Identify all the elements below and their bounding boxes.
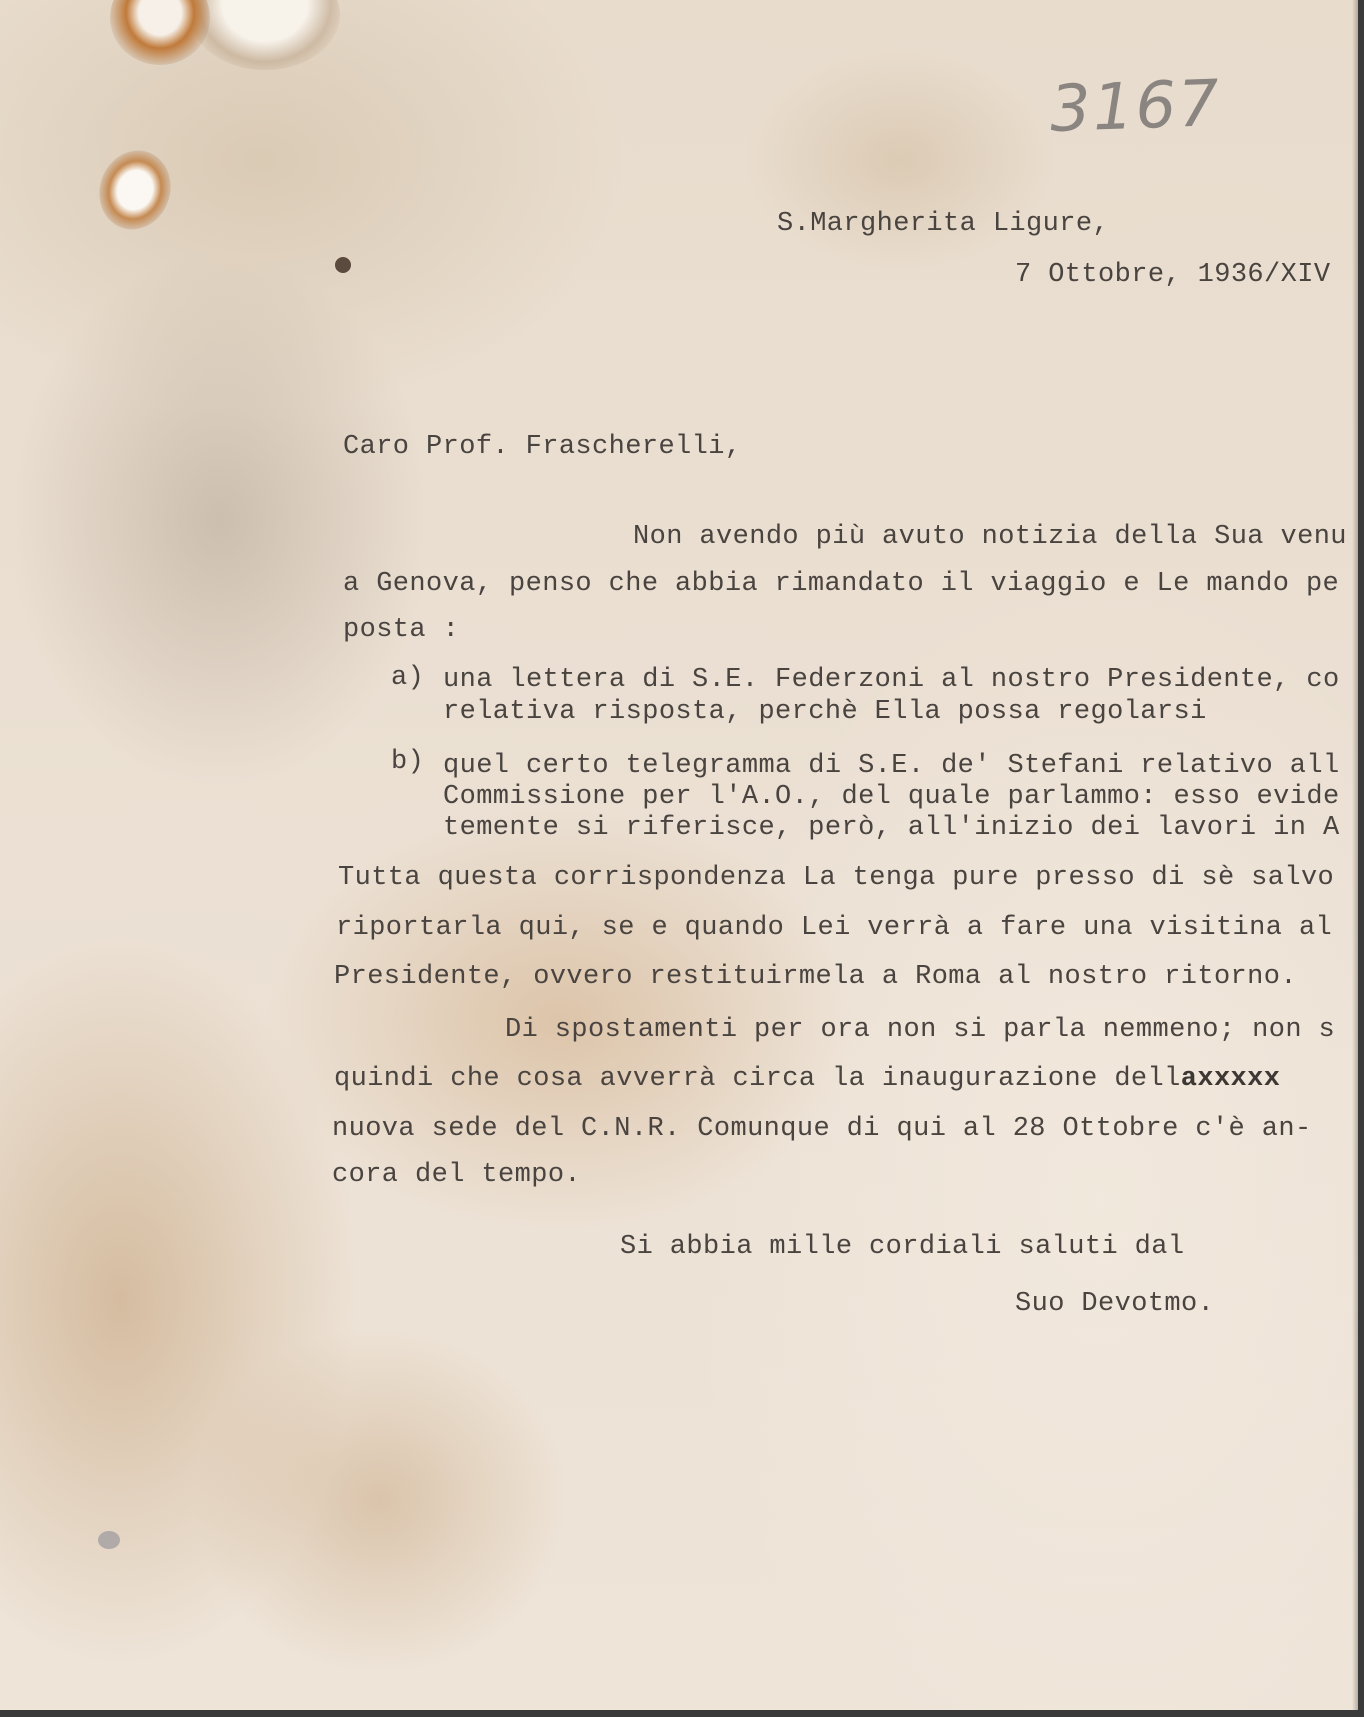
burn-mark [110,0,210,65]
item-b-line: quel certo telegramma di S.E. de' Stefani relativo all [443,751,1340,781]
stain-spot [98,1531,120,1549]
item-a-line: relativa risposta, perchè Ella possa regolarsi [443,697,1207,727]
list-marker-a: a) [391,663,425,693]
closing-signoff: Suo Devotmo. [1015,1289,1215,1319]
item-b-line: Commissione per l'A.O., del quale parlammo: esso evide [443,782,1340,812]
paragraph-1-line: Non avendo più avuto notizia della Sua venu [633,522,1347,552]
closing-greeting: Si abbia mille cordiali saluti dal [620,1232,1185,1262]
letter-date: 7 Ottobre, 1936/XIV [1015,260,1331,290]
paragraph-3-line: Di spostamenti per ora non si parla nemmeno; non s [505,1015,1336,1045]
item-b-line: temente si riferisce, però, all'inizio dei lavori in A [443,813,1340,843]
page-edge [1352,0,1358,1710]
struck-out-text: axxxxx [1180,1064,1281,1094]
archive-number: 3167 [1048,67,1223,147]
paragraph-2-line: riportarla qui, se e quando Lei verrà a fare una visitina al [336,913,1333,943]
ink-spot [335,257,351,273]
paragraph-2-line: Presidente, ovvero restituirmela a Roma al nostro ritorno. [334,962,1297,992]
paragraph-3-line: nuova sede del C.N.R. Comunque di qui al 28 Ottobre c'è an- [332,1114,1312,1144]
burn-hole [88,140,181,239]
paragraph-3-text: quindi che cosa avverrà circa la inaugurazione dell [334,1064,1181,1094]
list-marker-b: b) [391,747,425,777]
paragraph-3-line [334,1063,1280,1095]
paragraph-2-line: Tutta questa corrispondenza La tenga pure presso di sè salvo [338,863,1335,893]
paper-damage [190,0,340,70]
paragraph-1-line: a Genova, penso che abbia rimandato il viaggio e Le mando pe [343,569,1340,599]
paragraph-1-line: posta : [343,615,460,645]
item-a-line: una lettera di S.E. Federzoni al nostro Presidente, co [443,665,1340,695]
letter-place: S.Margherita Ligure, [777,209,1110,239]
paragraph-3-line: cora del tempo. [332,1160,582,1190]
letter-salutation: Caro Prof. Frascherelli, [343,432,742,462]
